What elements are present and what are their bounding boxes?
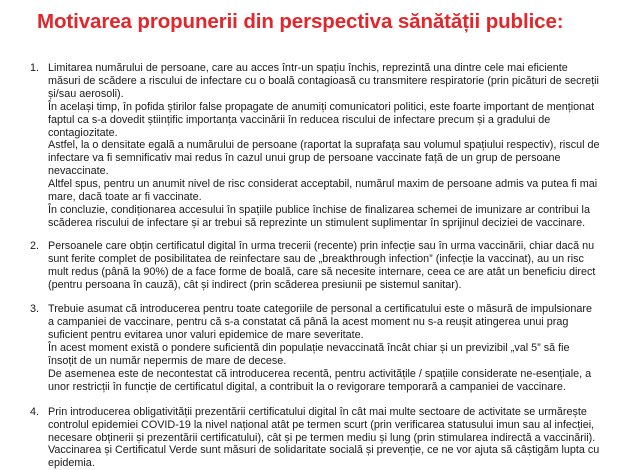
paragraph: În acest moment există o pondere suficientă din populație nevaccinată încât chiar și un previzibil „val 5” să fie însoțit de un număr nepermis de mare de decese. [48, 342, 570, 368]
page-title: Motivarea propunerii din perspectiva sănătății publice: [37, 10, 564, 33]
numbered-list [0, 62, 620, 470]
paragraph: Limitarea numărului de persoane, care au acces într-un spațiu închis, reprezintă una dintre cele mai eficiente măsuri de scădere a riscului de infectare cu o boală contagioasă cu transmitere respiratorie (prin picături de secreții și/sau aerosoli). [48, 62, 599, 100]
list-item [0, 303, 620, 393]
list-item-number: 2. [30, 239, 40, 252]
list-item-number: 1. [30, 62, 40, 74]
list-item [0, 62, 620, 230]
paragraph: Persoanele care obțin certificatul digital în urma trecerii (recente) prin infecție sau în urma vaccinării, chiar dacă nu sunt ferite complet de posibilitatea de reinfectare sau de „breakthrough infection” (infecție la vaccinat), au un risc mult redus (până la 90%) de a face forme de boală, care să necesite internare, ceea ce are atât un beneficiu direct (pentru persoana în cauză), cât și indirect (prin scăderea presiunii pe sistemul sanitar). [48, 239, 596, 291]
paragraph: În concluzie, condiționarea accesului în spațiile publice închise de finalizarea schemei de imunizare ar contribui la scăderea riscului de infectare și ar trebui să reprezinte un stimulent suplimentar în sprijinul deciziei de vaccinare. [48, 203, 590, 229]
list-item [0, 240, 620, 292]
paragraph: Prin introducerea obligativității prezentării certificatului digital în cât mai multe sectoare de activitate se urmărește controlul epidemiei COVID-19 la nivel național atât pe termen scurt (prin verificarea statusului imun sau al infecției, necesare obținerii și prezentării certificatului), cât și pe termen mediu și lung (prin stimularea indirectă a vaccinării). Vaccinarea și Certificatul Verde sunt măsuri de solidaritate socială și prevenție, ce ne vor ajuta să câștigăm lupta cu epidemia. [48, 405, 600, 470]
paragraph: Astfel, la o densitate egală a numărului de persoane (raportat la suprafața sau volumul spațiului respectiv), riscul de infectare va fi semnificativ mai redus în cazul unui grup de persoane vaccinate față de un grup de persoane nevaccinate. [48, 139, 600, 178]
paragraph: Trebuie asumat că introducerea pentru toate categoriile de personal a certificatului este o măsură de impulsionare a campaniei de vaccinare, pentru că s-a constatat că până la acest moment nu s-a reușit atingerea unui prag suficient pentru evitarea unor valuri epidemice de mare severitate. [48, 303, 592, 342]
list-item [0, 406, 620, 470]
paragraph: De asemenea este de necontestat că introducerea recentă, pentru activitățile / spațiile considerate ne-esențiale, a unor restricții în funcție de certificatul digital, a contribuit la o revigorare temporară a campaniei de vaccinare. [48, 367, 592, 393]
list-item-number: 4. [30, 405, 40, 418]
paragraph: În același timp, în pofida știrilor false propagate de anumiți comunicatori politici, este foarte important de menționat faptul ca s-a dovedit științific importanța vaccinării în reducea riscului de infectare precum și a gradului de contagiozitate. [48, 100, 595, 139]
paragraph: Altfel spus, pentru un anumit nivel de risc considerat acceptabil, numărul maxim de persoane admis va putea fi mai mare, dacă toate ar fi vaccinate. [48, 178, 598, 204]
list-item-number: 3. [30, 303, 40, 316]
